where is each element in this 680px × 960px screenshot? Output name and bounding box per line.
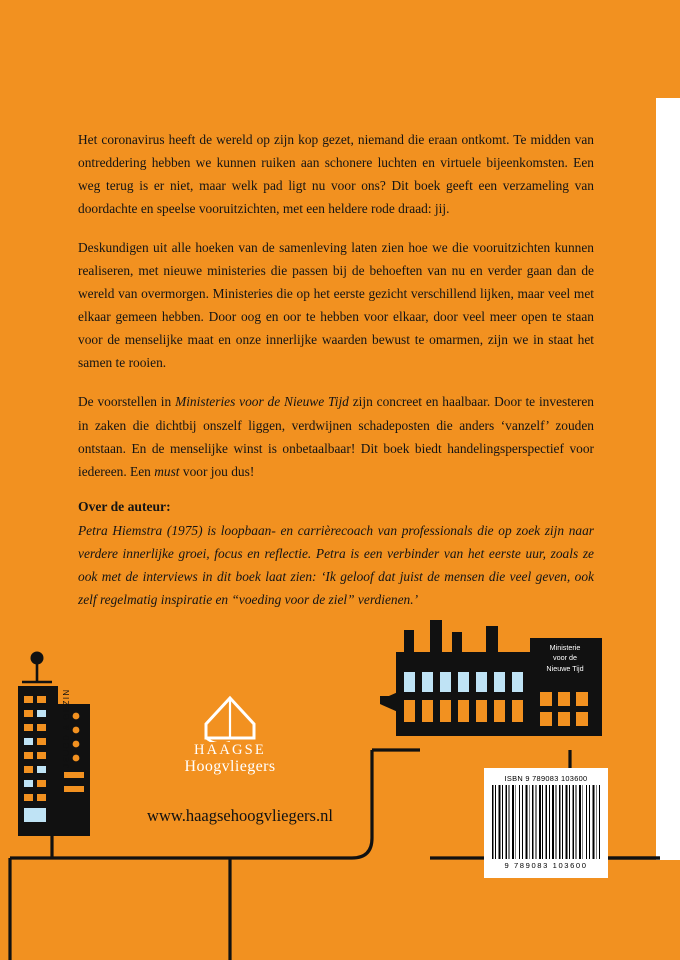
blurb-paragraph-1: Het coronavirus heeft de wereld op zijn kop gezet, niemand die eraan ontkomt. Te midden van ontreddering hebben we kunnen ruiken aan schonere luchten en virtuele bijeenkomsten. Een weg terug is er niet, maar welk pad ligt nu voor ons? Dit boek geeft een verzameling van doordachte en speelse vooruitzichten, met een heldere rode draad: jij. bbox=[78, 132, 594, 217]
blurb-paragraph-3 bbox=[78, 390, 594, 482]
left-building-label: JEUGD & GEZIN bbox=[62, 688, 71, 768]
p3-title-italic: Ministeries voor de Nieuwe Tijd bbox=[175, 394, 349, 410]
ministry-sign-line1: Ministerie bbox=[549, 643, 581, 652]
left-building-illustration bbox=[18, 652, 90, 837]
ministry-sign-line2: voor de bbox=[553, 653, 577, 663]
logo-line-2: Hoogvliegers bbox=[184, 758, 276, 775]
barcode-bars bbox=[492, 785, 600, 859]
ministry-sign bbox=[534, 643, 596, 674]
ministry-building-illustration bbox=[380, 620, 602, 736]
barcode-isbn: ISBN 9 789083 103600 bbox=[504, 774, 588, 783]
p3-middle: zijn concreet en haalbaar. Door te investeren in zaken die dichtbij onszelf liggen, verdwijnen schadeposten die anders ‘vanzelf’ zouden ontstaan. En de menselijke winst is onbetaalbaar! Dit boek biedt handelingsperspectief voor iedereen. Een bbox=[78, 394, 594, 479]
illustration-area bbox=[0, 600, 680, 960]
author-bio: Petra Hiemstra (1975) is loopbaan- en carrièrecoach van professionals die op zoek zijn naar verdere innerlijke groei, focus en reflectie. Petra is een verbinder van het eerste uur, zoals ze ook met de interviews in dit boek laat zien: ‘Ik geloof dat juist de mensen die veel geven, ook zelf regelmatig inspiratie en “voeding voor de ziel” verdienen.’ bbox=[78, 522, 594, 607]
blurb-paragraph-2: Deskundigen uit alle hoeken van de samenleving laten zien hoe we die vooruitzichten kunnen realiseren, met nieuwe ministeries die passen bij de behoeften van nu en verder gaan dan de wereld van overmorgen. Ministeries die op het eerste gezicht verschillend lijken, maar veel met elkaar gemeen hebben. Door oog en oor te hebben voor elkaar, door veel meer open te staan voor de menselijke maat en onze innerlijke waarden bewust te omarmen, zijn we in staat het samen te rooien. bbox=[78, 240, 594, 371]
barcode bbox=[484, 768, 608, 878]
barcode-digits: 9 789083 103600 bbox=[504, 861, 588, 870]
p3-after: voor jou dus! bbox=[179, 463, 255, 479]
author-heading: Over de auteur: bbox=[78, 498, 171, 514]
p3-must-italic: must bbox=[154, 463, 180, 479]
logo-line-1: HAAGSE bbox=[193, 742, 266, 758]
website-url[interactable]: www.haagsehoogvliegers.nl bbox=[147, 806, 333, 825]
p3-before: De voorstellen in bbox=[78, 394, 176, 410]
haagse-hoogvliegers-logo bbox=[176, 694, 284, 776]
ministry-sign-line3: Nieuwe Tijd bbox=[546, 663, 584, 673]
back-cover-text bbox=[78, 128, 594, 627]
logo-mark-icon bbox=[176, 694, 284, 742]
